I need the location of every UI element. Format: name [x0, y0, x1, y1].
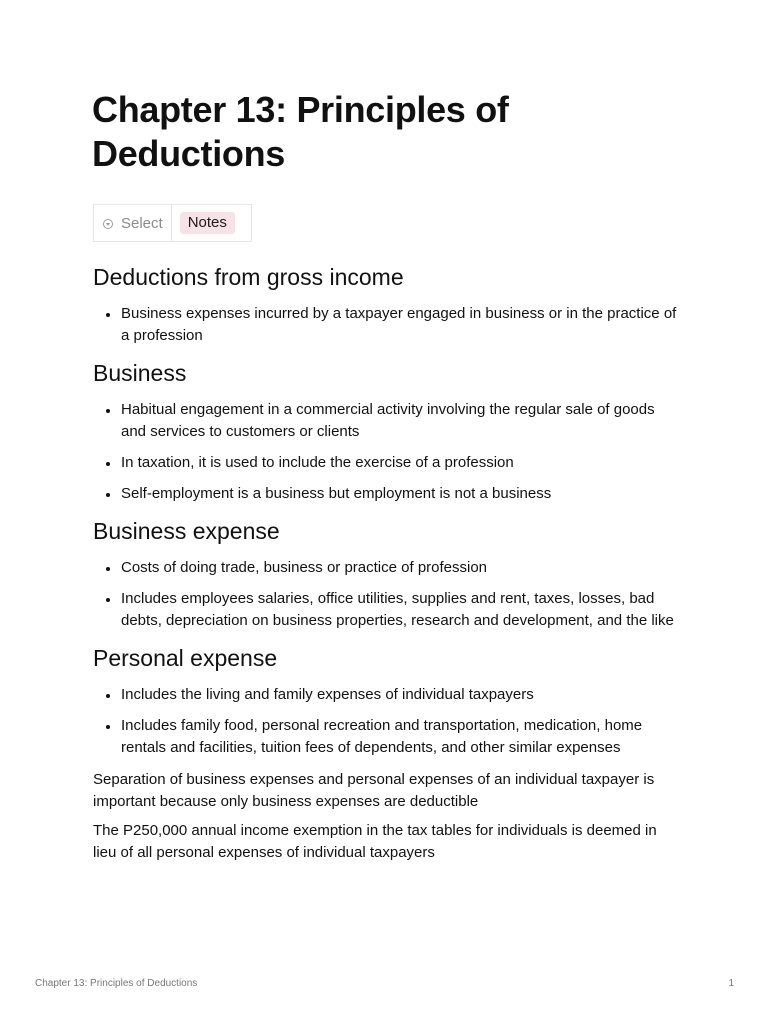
bullet-list	[93, 303, 683, 347]
list-item: • Business expenses incurred by a taxpayer engaged in business or in the practice of a profession	[120, 303, 683, 347]
document-body	[93, 261, 683, 871]
select-property[interactable]	[94, 205, 172, 241]
select-label: Select	[121, 214, 163, 232]
property-value[interactable]	[172, 205, 251, 241]
list-item: • Includes employees salaries, office utilities, supplies and rent, taxes, losses, bad debts, depreciation on business properties, research and development, and the like	[120, 588, 683, 632]
paragraph: Separation of business expenses and personal expenses of an individual taxpayer is important because only business expenses are deductible	[93, 771, 655, 810]
list-item: • Includes the living and family expenses of individual taxpayers	[120, 684, 683, 706]
notes-tag[interactable]: Notes	[180, 212, 235, 234]
properties-row	[93, 204, 252, 242]
list-item: • Self-employment is a business but employment is not a business	[120, 483, 683, 505]
bullet-list	[93, 399, 683, 505]
page-title: Chapter 13: Principles of Deductions	[92, 89, 509, 174]
section-business-expense	[93, 515, 683, 632]
footer-title: Chapter 13: Principles of Deductions	[35, 978, 198, 989]
page-number: 1	[728, 978, 734, 989]
section-deductions-from-gross-income	[93, 261, 683, 347]
paragraph: The P250,000 annual income exemption in the tax tables for individuals is deemed in lieu of all personal expenses of individual taxpayers	[93, 822, 657, 861]
section-heading: Personal expense	[93, 645, 278, 671]
section-heading: Deductions from gross income	[93, 264, 404, 290]
list-item: • In taxation, it is used to include the exercise of a profession	[120, 452, 683, 474]
select-circle-icon	[103, 219, 113, 229]
list-item: • Includes family food, personal recreation and transportation, medication, home rentals and facilities, tuition fees of dependents, and other similar expenses	[120, 715, 683, 759]
list-item: • Habitual engagement in a commercial activity involving the regular sale of goods and services to customers or clients	[120, 399, 683, 443]
section-heading: Business expense	[93, 518, 280, 544]
list-item: • Costs of doing trade, business or practice of profession	[120, 557, 683, 579]
bullet-list	[93, 684, 683, 759]
section-personal-expense	[93, 642, 683, 759]
section-heading: Business	[93, 360, 187, 386]
bullet-list	[93, 557, 683, 632]
section-business	[93, 357, 683, 505]
